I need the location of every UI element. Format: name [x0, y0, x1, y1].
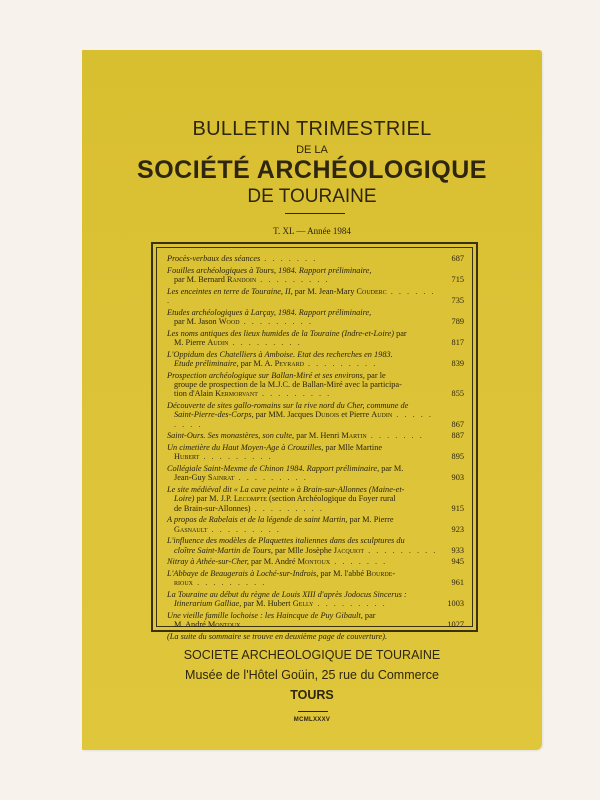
- entry-author: Audin: [371, 410, 393, 420]
- entry-by: par M. Pierre: [347, 515, 394, 525]
- society-name: SOCIÉTÉ ARCHÉOLOGIQUE: [137, 156, 487, 184]
- entry-title: Nitray à Athée-sur-Cher,: [167, 557, 249, 567]
- toc-entry: [167, 371, 464, 399]
- entry-author: Jacquiot: [333, 545, 365, 555]
- entry-continuation: [167, 473, 440, 482]
- entry-by: par M. Henri: [294, 431, 342, 441]
- footer-year: MCMLXXXV: [293, 717, 331, 723]
- entry-page-number: 817: [451, 338, 464, 347]
- entry-by: et Pierre: [339, 410, 372, 420]
- entry-continuation: [167, 275, 440, 284]
- entry-by: par: [362, 611, 376, 620]
- entry-author: Couderc: [356, 286, 387, 296]
- entry-by: par: [394, 328, 407, 338]
- entry-by: groupe de prospection de la M.J.C. de Ballan-Miré avec la participa-: [174, 380, 402, 389]
- entry-author: Martin: [341, 431, 367, 441]
- leader-dots: . . . . . . . . .: [240, 620, 314, 630]
- entry-author: Montoux: [297, 557, 331, 567]
- entry-title: A propos de Rabelais et de la légende de saint Martin,: [167, 515, 348, 525]
- toc-entry: [167, 431, 464, 440]
- toc-entry: [167, 611, 464, 630]
- entry-continuation: [167, 410, 440, 429]
- footer-address: Musée de l'Hôtel Goüin, 25 rue du Commerce: [185, 668, 439, 682]
- entry-title: L'influence des modèles de Plaquettes italiennes dans des sculptures du: [167, 536, 405, 546]
- entry-continuation: [167, 546, 440, 555]
- entry-by: par M. Jean-Mary: [292, 286, 357, 296]
- toc-entry: [167, 557, 464, 566]
- leader-dots: . . . . . . .: [167, 286, 436, 305]
- entry-title: Prospection archéologique sur Ballan-Miré et ses environs,: [167, 370, 365, 380]
- entry-continuation: [167, 338, 440, 347]
- entry-continuation: [167, 452, 440, 461]
- table-of-contents: [151, 242, 478, 641]
- entry-title: Le site médiéval dit « La cave peinte » à Brain-sur-Allonnes (Maine-et-: [167, 485, 405, 494]
- volume-year: T. XL — Année 1984: [273, 226, 351, 236]
- entry-by: par M. A.: [238, 359, 275, 368]
- entry-by: par M. Hubert: [241, 599, 293, 609]
- footer-society: SOCIETE ARCHEOLOGIQUE DE TOURAINE: [183, 648, 441, 662]
- leader-dots: . . . . . . . . .: [228, 338, 302, 347]
- entry-author: Dubois: [315, 410, 340, 420]
- entry-author: Wood: [218, 317, 240, 326]
- entry-by: M. Pierre: [174, 338, 208, 347]
- toc-entry: [167, 569, 464, 588]
- entry-page-number: 961: [451, 578, 464, 588]
- entry-by: par Mlle Josèphe: [272, 545, 334, 555]
- entry-page-number: 855: [451, 389, 464, 399]
- entry-author: Kermorvant: [215, 389, 258, 399]
- entry-author: Peyrard: [274, 359, 304, 368]
- entry-title: Un cimetière du Haut Moyen-Age à Crouzilles,: [167, 443, 324, 452]
- entry-title: Les noms antiques des lieux humides de la Touraine (Indre-et-Loire): [167, 328, 394, 338]
- entry-title: Découverte de sites gallo-romains sur la rive nord du Cher, commune de: [167, 401, 409, 410]
- entry-by: par M.: [379, 464, 404, 473]
- entry-by: tion d'Alain: [174, 389, 216, 399]
- entry-author: Hubert: [174, 452, 200, 462]
- entry-page-number: 1003: [447, 599, 464, 609]
- entry-title-cont: cloître Saint-Martin de Tours,: [174, 545, 273, 555]
- leader-dots: . . . . . . . . .: [174, 410, 433, 429]
- entry-note: (section Archéologique du Foyer rural: [266, 494, 396, 504]
- toc-entry: [167, 515, 464, 534]
- entry-by: par M. l'abbé: [318, 569, 367, 578]
- toc-entry: [167, 536, 464, 555]
- entry-page-number: 903: [451, 473, 464, 483]
- entry-author: Audin: [207, 338, 229, 347]
- entry-author: Lecompte: [233, 494, 267, 504]
- entry-author: Sainrat: [207, 473, 235, 483]
- toc-entry: [167, 350, 464, 369]
- entry-page-number: 735: [451, 296, 464, 305]
- toc-entry: [167, 329, 464, 348]
- entry-author: Montoux: [207, 620, 241, 630]
- entry-title: L'Abbaye de Beaugerais à Loché-sur-Indrois,: [167, 569, 319, 578]
- entry-author: Bourde-: [366, 569, 396, 578]
- entry-page-number: 887: [451, 431, 464, 441]
- toc-continuation-note: (La suite du sommaire se trouve en deuxième page de couverture).: [167, 632, 388, 641]
- entry-author: Randoin: [227, 275, 257, 284]
- leader-dots: . . . . . . . . .: [234, 473, 308, 483]
- entry-title-cont: Loire): [174, 494, 195, 504]
- entry-page-number: 945: [451, 557, 464, 567]
- entry-continuation: [167, 494, 440, 513]
- entry-by: M. André: [174, 620, 208, 630]
- entry-page-number: 923: [451, 524, 464, 534]
- toc-entry: [167, 464, 464, 483]
- entry-by: par MM. Jacques: [253, 410, 316, 420]
- entry-title: Les enceintes en terre de Touraine, II,: [167, 286, 293, 296]
- entry-title: Saint-Ours. Ses monastères, son culte,: [167, 431, 295, 441]
- entry-page-number: 895: [451, 452, 464, 462]
- entry-page-number: 867: [451, 419, 464, 429]
- book-cover: [82, 50, 542, 750]
- entry-page-number: 933: [451, 545, 464, 555]
- entry-continuation: [167, 578, 440, 587]
- entry-continuation: [167, 599, 440, 608]
- entry-author: Gasnault: [174, 524, 208, 534]
- title-divider: [285, 213, 345, 214]
- entry-title: Etudes archéologiques à Larçay, 1984. Rapport préliminaire,: [167, 307, 372, 317]
- entry-title-cont: Itinerarium Galliae,: [174, 599, 242, 609]
- leader-dots: . . . . . . . . .: [256, 275, 330, 284]
- toc-inner-frame: [156, 247, 473, 641]
- entry-by: par M. J.P.: [194, 494, 234, 504]
- toc-entry: [167, 266, 464, 285]
- entry-page-number: 915: [451, 503, 464, 513]
- leader-dots: . . . . . . . . .: [207, 524, 281, 534]
- entry-continuation: [167, 525, 440, 534]
- leader-dots: . . . . . . . . .: [199, 452, 273, 462]
- entry-by: par M. André: [248, 557, 298, 567]
- entry-by: par le: [364, 370, 386, 380]
- entry-title: Collégiale Saint-Mexme de Chinon 1984. Rapport préliminaire,: [167, 464, 380, 473]
- toc-entry: [167, 443, 464, 462]
- entry-title-cont: Etude préliminaire,: [174, 359, 239, 368]
- entry-page-number: 1027: [447, 620, 464, 630]
- entry-page-number: 687: [451, 254, 464, 263]
- entry-by: par M. Bernard: [174, 275, 227, 284]
- entry-author: rioux: [174, 578, 193, 588]
- leader-dots: . . . . . . . . .: [250, 503, 324, 513]
- entry-by: de Brain-sur-Allonnes): [174, 503, 251, 513]
- footer-divider: [298, 711, 328, 712]
- entry-by: par Mlle Martine: [323, 443, 383, 452]
- entry-continuation: [167, 359, 440, 368]
- society-region: DE TOURAINE: [247, 186, 377, 207]
- entry-by: par M. Jason: [174, 317, 219, 326]
- entry-title: La Touraine au début du règne de Louis XIII d'après Jodocus Sincerus :: [167, 590, 407, 599]
- entry-title-cont: Saint-Pierre-des-Corps,: [174, 410, 254, 420]
- leader-dots: . . . . . . . . .: [257, 389, 332, 399]
- leader-dots: . . . . . . .: [260, 254, 318, 263]
- leader-dots: . . . . . . .: [330, 557, 388, 567]
- toc-entry: [167, 590, 464, 609]
- entry-by: Jean-Guy: [174, 473, 208, 483]
- bulletin-title: BULLETIN TRIMESTRIEL: [192, 118, 432, 140]
- leader-dots: . . . . . . . . .: [364, 545, 438, 555]
- entry-title: Fouilles archéologiques à Tours, 1984. Rapport préliminaire,: [167, 265, 372, 275]
- footer-city: TOURS: [290, 688, 334, 702]
- toc-entry: [167, 485, 464, 513]
- entry-page-number: 839: [451, 359, 464, 368]
- entry-continuation: [167, 380, 440, 399]
- entry-page-number: 789: [451, 317, 464, 326]
- leader-dots: . . . . . . . . .: [303, 359, 378, 368]
- toc-entry: [167, 254, 464, 263]
- leader-dots: . . . . . . . . .: [193, 578, 267, 588]
- entry-title: L'Oppidum des Chatelliers à Amboise. Etat des recherches en 1983.: [167, 349, 393, 359]
- toc-entry: [167, 308, 464, 327]
- entry-continuation: [167, 620, 440, 629]
- entry-title: Une vieille famille lochoise : les Haincque de Puy Gibault,: [167, 611, 363, 620]
- leader-dots: . . . . . . . . .: [239, 317, 313, 326]
- bulletin-subtitle-de-la: DE LA: [296, 144, 328, 156]
- leader-dots: . . . . . . .: [366, 431, 424, 441]
- entry-author: Gelly: [292, 599, 314, 609]
- toc-entry: [167, 287, 464, 306]
- leader-dots: . . . . . . . . .: [313, 599, 387, 609]
- entry-continuation: [167, 317, 440, 326]
- toc-entry: [167, 401, 464, 429]
- entry-page-number: 715: [451, 275, 464, 284]
- entry-title: Procès-verbaux des séances: [167, 254, 261, 263]
